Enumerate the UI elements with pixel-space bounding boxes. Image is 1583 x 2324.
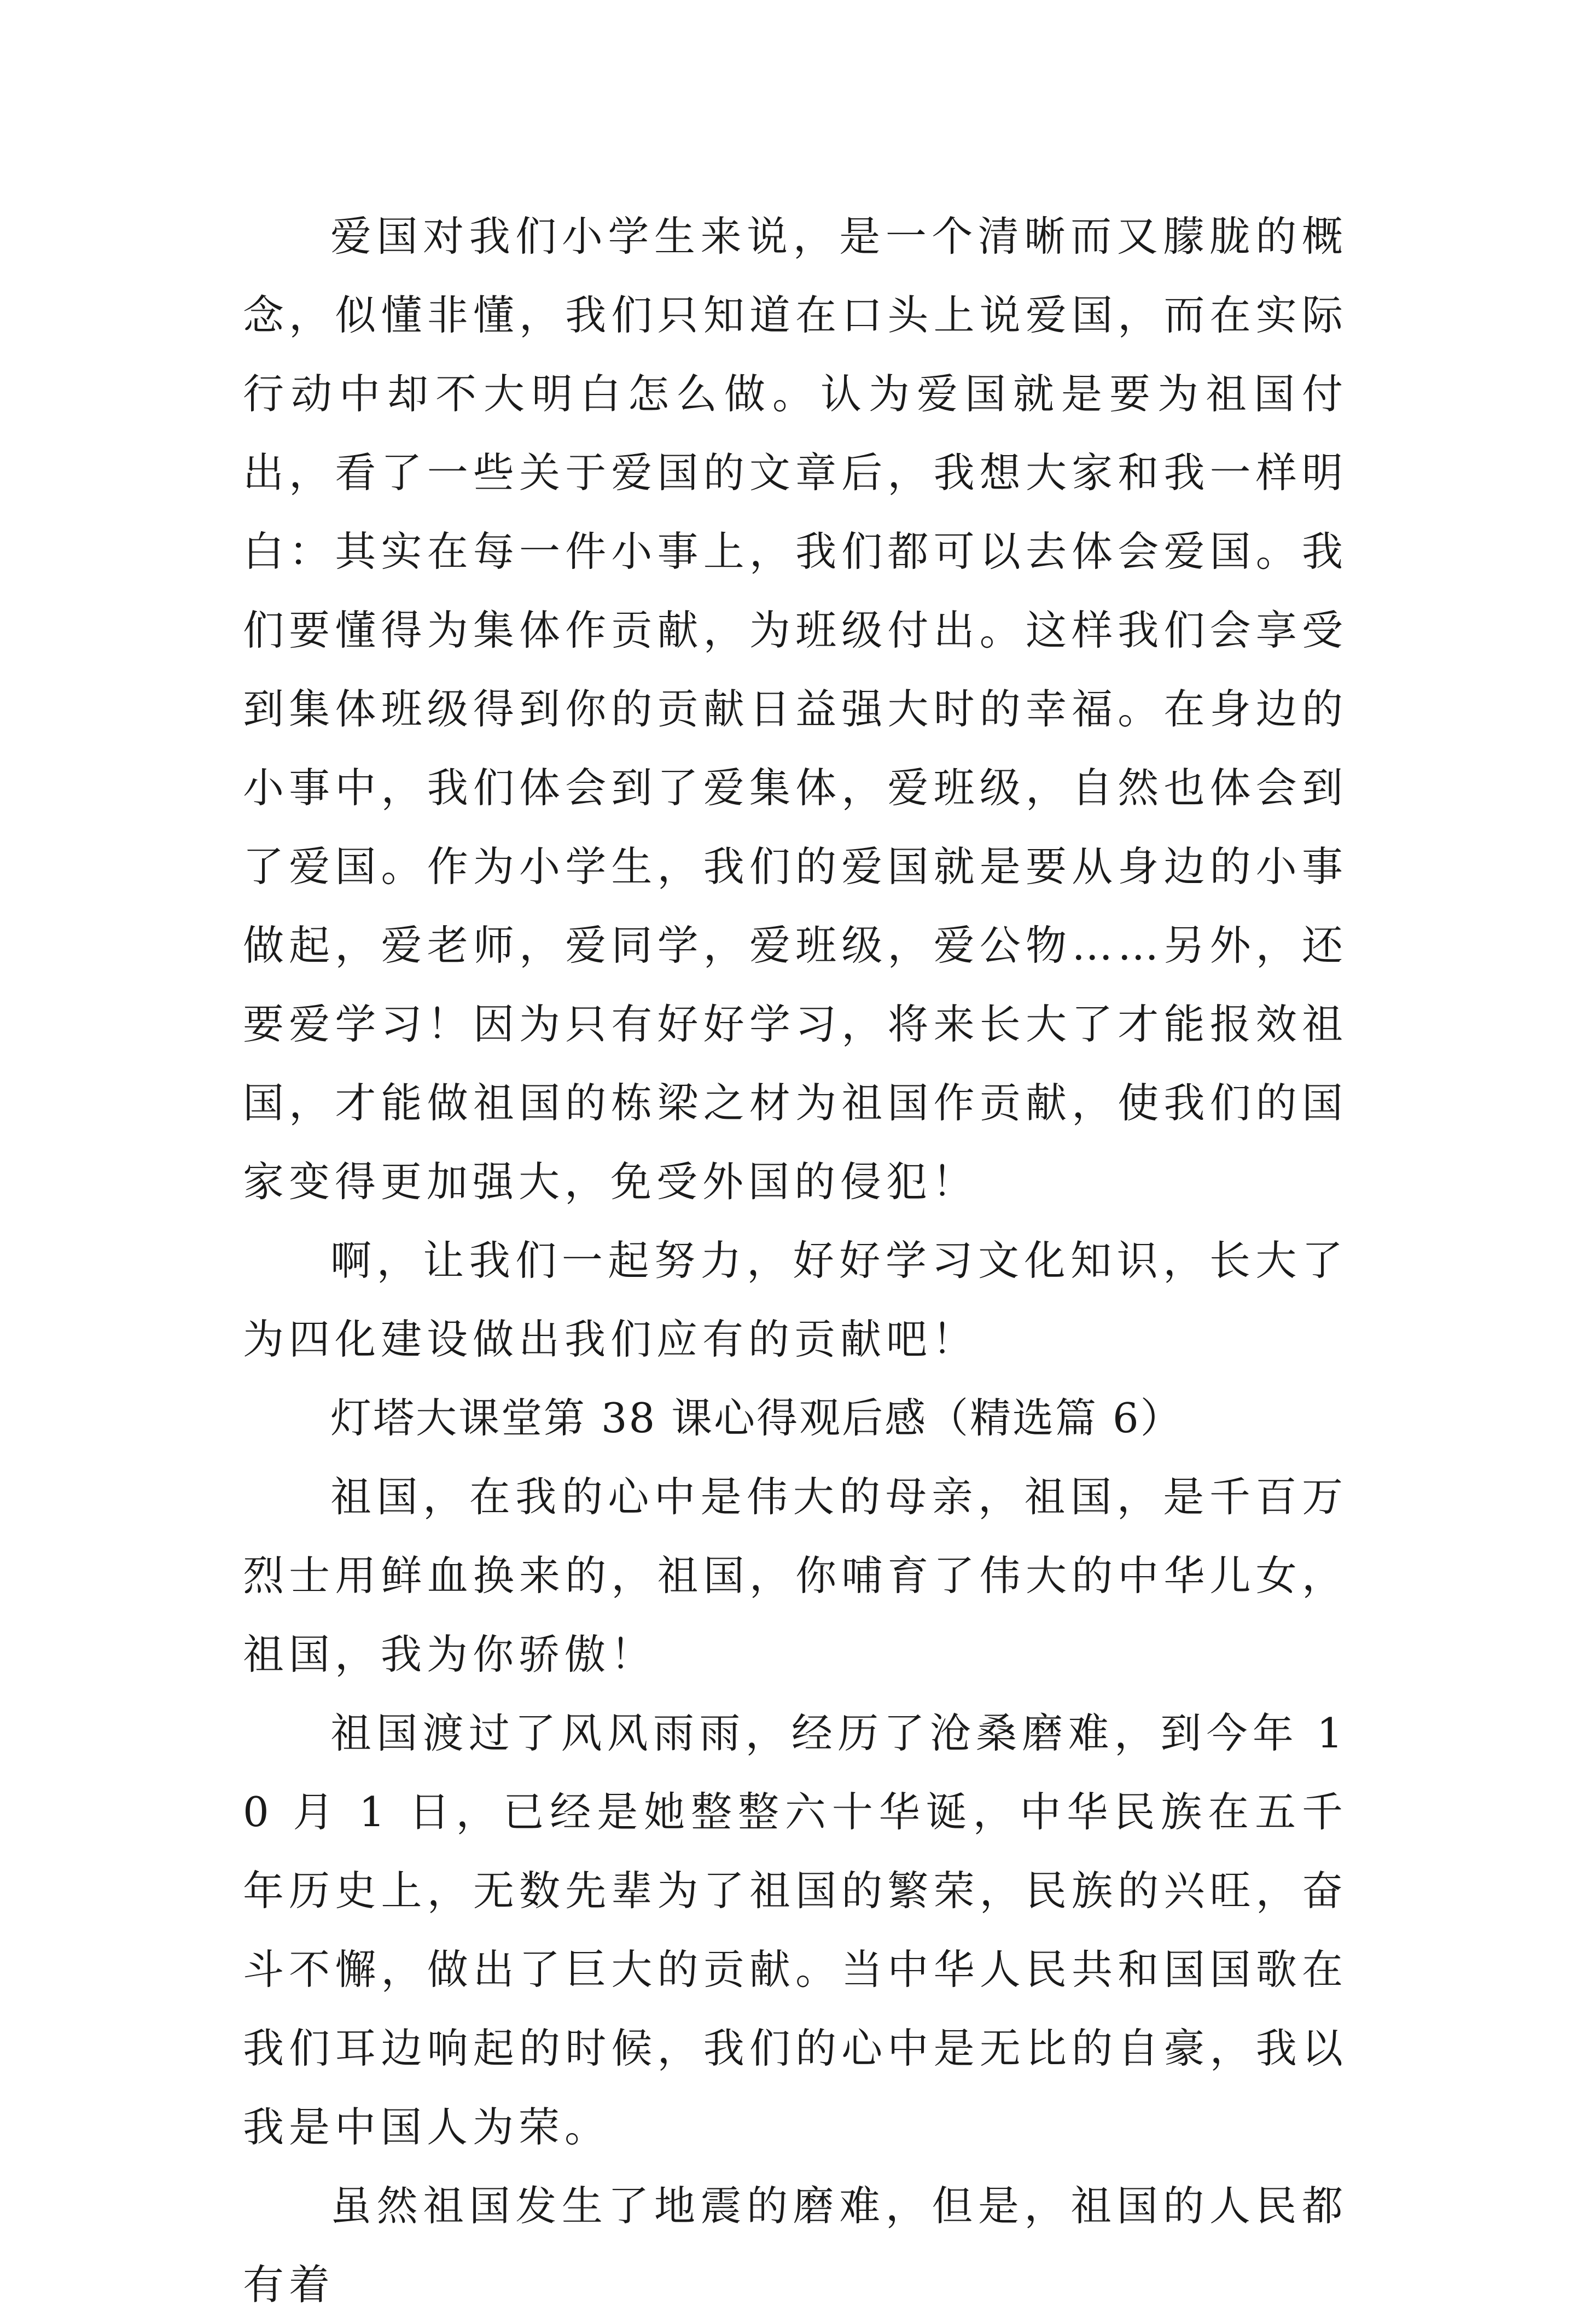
paragraph-sixtieth-anniversary: 祖国渡过了风风雨雨，经历了沧桑磨难，到今年 10 月 1 日，已经是她整整六十华诞，中华民族在五千年历史上，无数先辈为了祖国的繁荣，民族的兴旺，奋斗不懈，做出了巨大的贡献。当中华人民共和国国歌在我们耳边响起的时候，我们的心中是无比的自豪，我以我是中国人为荣。 [243,1709,1348,2151]
section-heading: 灯塔大课堂第 38 课心得观后感（精选篇 6） [330,1394,1183,1442]
paragraph-patriotism-students: 爱国对我们小学生来说，是一个清晰而又朦胧的概念，似懂非懂，我们只知道在口头上说爱国，而在实际行动中却不大明白怎么做。认为爱国就是要为祖国付出，看了一些关于爱国的文章后，我想大家和我一样明白：其实在每一件小事上，我们都可以去体会爱国。我们要懂得为集体作贡献，为班级付出。这样我们会享受到集体班级得到你的贡献日益强大时的幸福。在身边的小事中，我们体会到了爱集体，爱班级，自然也体会到了爱国。作为小学生，我们的爱国就是要从身边的小事做起，爱老师，爱同学，爱班级，爱公物……另外，还要爱学习！因为只有好好学习，将来长大了才能报效祖国，才能做祖国的栋梁之材为祖国作贡献，使我们的国家变得更加强大，免受外国的侵犯！ [243,212,1348,1206]
document-body [243,197,1348,2324]
paragraph-motherland-mother: 祖国，在我的心中是伟大的母亲，祖国，是千百万烈士用鲜血换来的，祖国，你哺育了伟大的中华儿女，祖国，我为你骄傲！ [243,1473,1348,1678]
paragraph-call-to-action: 啊，让我们一起努力，好好学习文化知识，长大了为四化建设做出我们应有的贡献吧！ [243,1236,1348,1363]
paragraph-earthquake: 虽然祖国发生了地震的磨难，但是，祖国的人民都有着 [243,2182,1348,2309]
